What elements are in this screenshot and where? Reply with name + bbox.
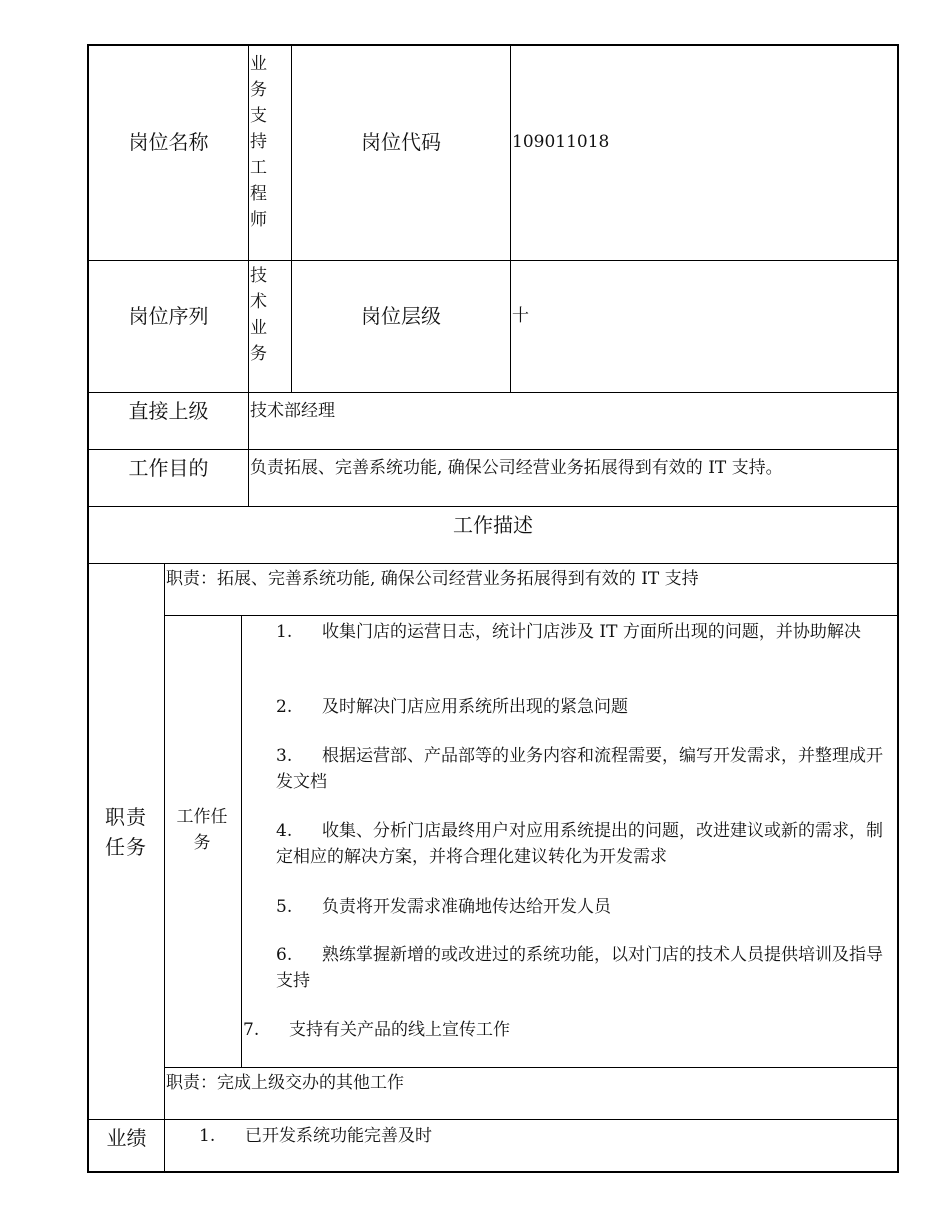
task-text: 收集门店的运营日志，统计门店涉及 IT 方面所出现的问题，并协助解决 — [322, 622, 861, 642]
border — [897, 44, 899, 1173]
task-text: 收集、分析门店最终用户对应用系统提出的问题，改进建议或新的需求，制定相应的解决方案，并将合理化建议转化为开发需求 — [276, 821, 883, 867]
border — [87, 1171, 899, 1173]
border — [87, 449, 899, 450]
post-code-label: 岗位代码 — [361, 130, 441, 154]
border — [241, 615, 242, 1067]
task-item — [276, 942, 888, 994]
border — [87, 260, 899, 261]
task-text: 熟练掌握新增的或改进过的系统功能，以对门店的技术人员提供培训及指导支持 — [276, 945, 883, 991]
border — [164, 563, 165, 1172]
task-item — [276, 694, 888, 720]
description-title: 工作描述 — [453, 513, 533, 537]
post-name-label: 岗位名称 — [128, 130, 209, 154]
task-number: 1. — [276, 622, 293, 642]
task-item — [276, 818, 888, 870]
border — [87, 392, 899, 393]
performance-label: 业绩 — [106, 1126, 147, 1150]
task-number: 5. — [276, 897, 293, 917]
purpose-label: 工作目的 — [128, 456, 209, 480]
task-text: 及时解决门店应用系统所出现的紧急问题 — [322, 697, 628, 717]
post-level-value: 十 — [512, 306, 529, 326]
post-series-label: 岗位序列 — [128, 304, 209, 328]
performance-item — [199, 1123, 432, 1149]
work-task-label: 工作任务 — [176, 807, 228, 853]
border — [248, 44, 249, 506]
duty-1: 职责：拓展、完善系统功能, 确保公司经营业务拓展得到有效的 IT 支持 — [166, 569, 699, 589]
border — [510, 44, 511, 392]
superior-value: 技术部经理 — [250, 401, 335, 421]
post-series-value: 技术业务 — [250, 266, 267, 364]
task-text: 根据运营部、产品部等的业务内容和流程需要，编写开发需求，并整理成开发文档 — [276, 746, 883, 792]
border — [164, 615, 899, 616]
border — [87, 44, 89, 1173]
task-number: 7. — [243, 1020, 260, 1040]
border — [87, 44, 899, 46]
border — [164, 1067, 899, 1068]
performance-text: 已开发系统功能完善及时 — [245, 1126, 432, 1146]
task-number: 3. — [276, 746, 293, 766]
task-number: 2. — [276, 697, 293, 717]
task-text: 支持有关产品的线上宣传工作 — [289, 1020, 510, 1040]
post-code-value: 109011018 — [512, 132, 610, 152]
task-item — [243, 1017, 888, 1043]
task-text: 负责将开发需求准确地传达给开发人员 — [322, 897, 611, 917]
duty-2: 职责：完成上级交办的其他工作 — [166, 1073, 404, 1093]
performance-number: 1. — [199, 1126, 216, 1146]
purpose-value: 负责拓展、完善系统功能, 确保公司经营业务拓展得到有效的 IT 支持。 — [250, 458, 783, 478]
post-name-value: 业务支持工程师 — [250, 54, 267, 230]
task-item — [276, 743, 888, 795]
task-item — [276, 619, 888, 645]
duty-task-label: 职责任务 — [105, 805, 147, 859]
superior-label: 直接上级 — [128, 399, 209, 423]
border — [87, 1119, 899, 1120]
border — [87, 563, 899, 564]
task-number: 6. — [276, 945, 293, 965]
task-number: 4. — [276, 821, 293, 841]
task-item — [276, 894, 888, 920]
border — [291, 44, 292, 392]
border — [87, 506, 899, 507]
post-level-label: 岗位层级 — [361, 304, 441, 328]
